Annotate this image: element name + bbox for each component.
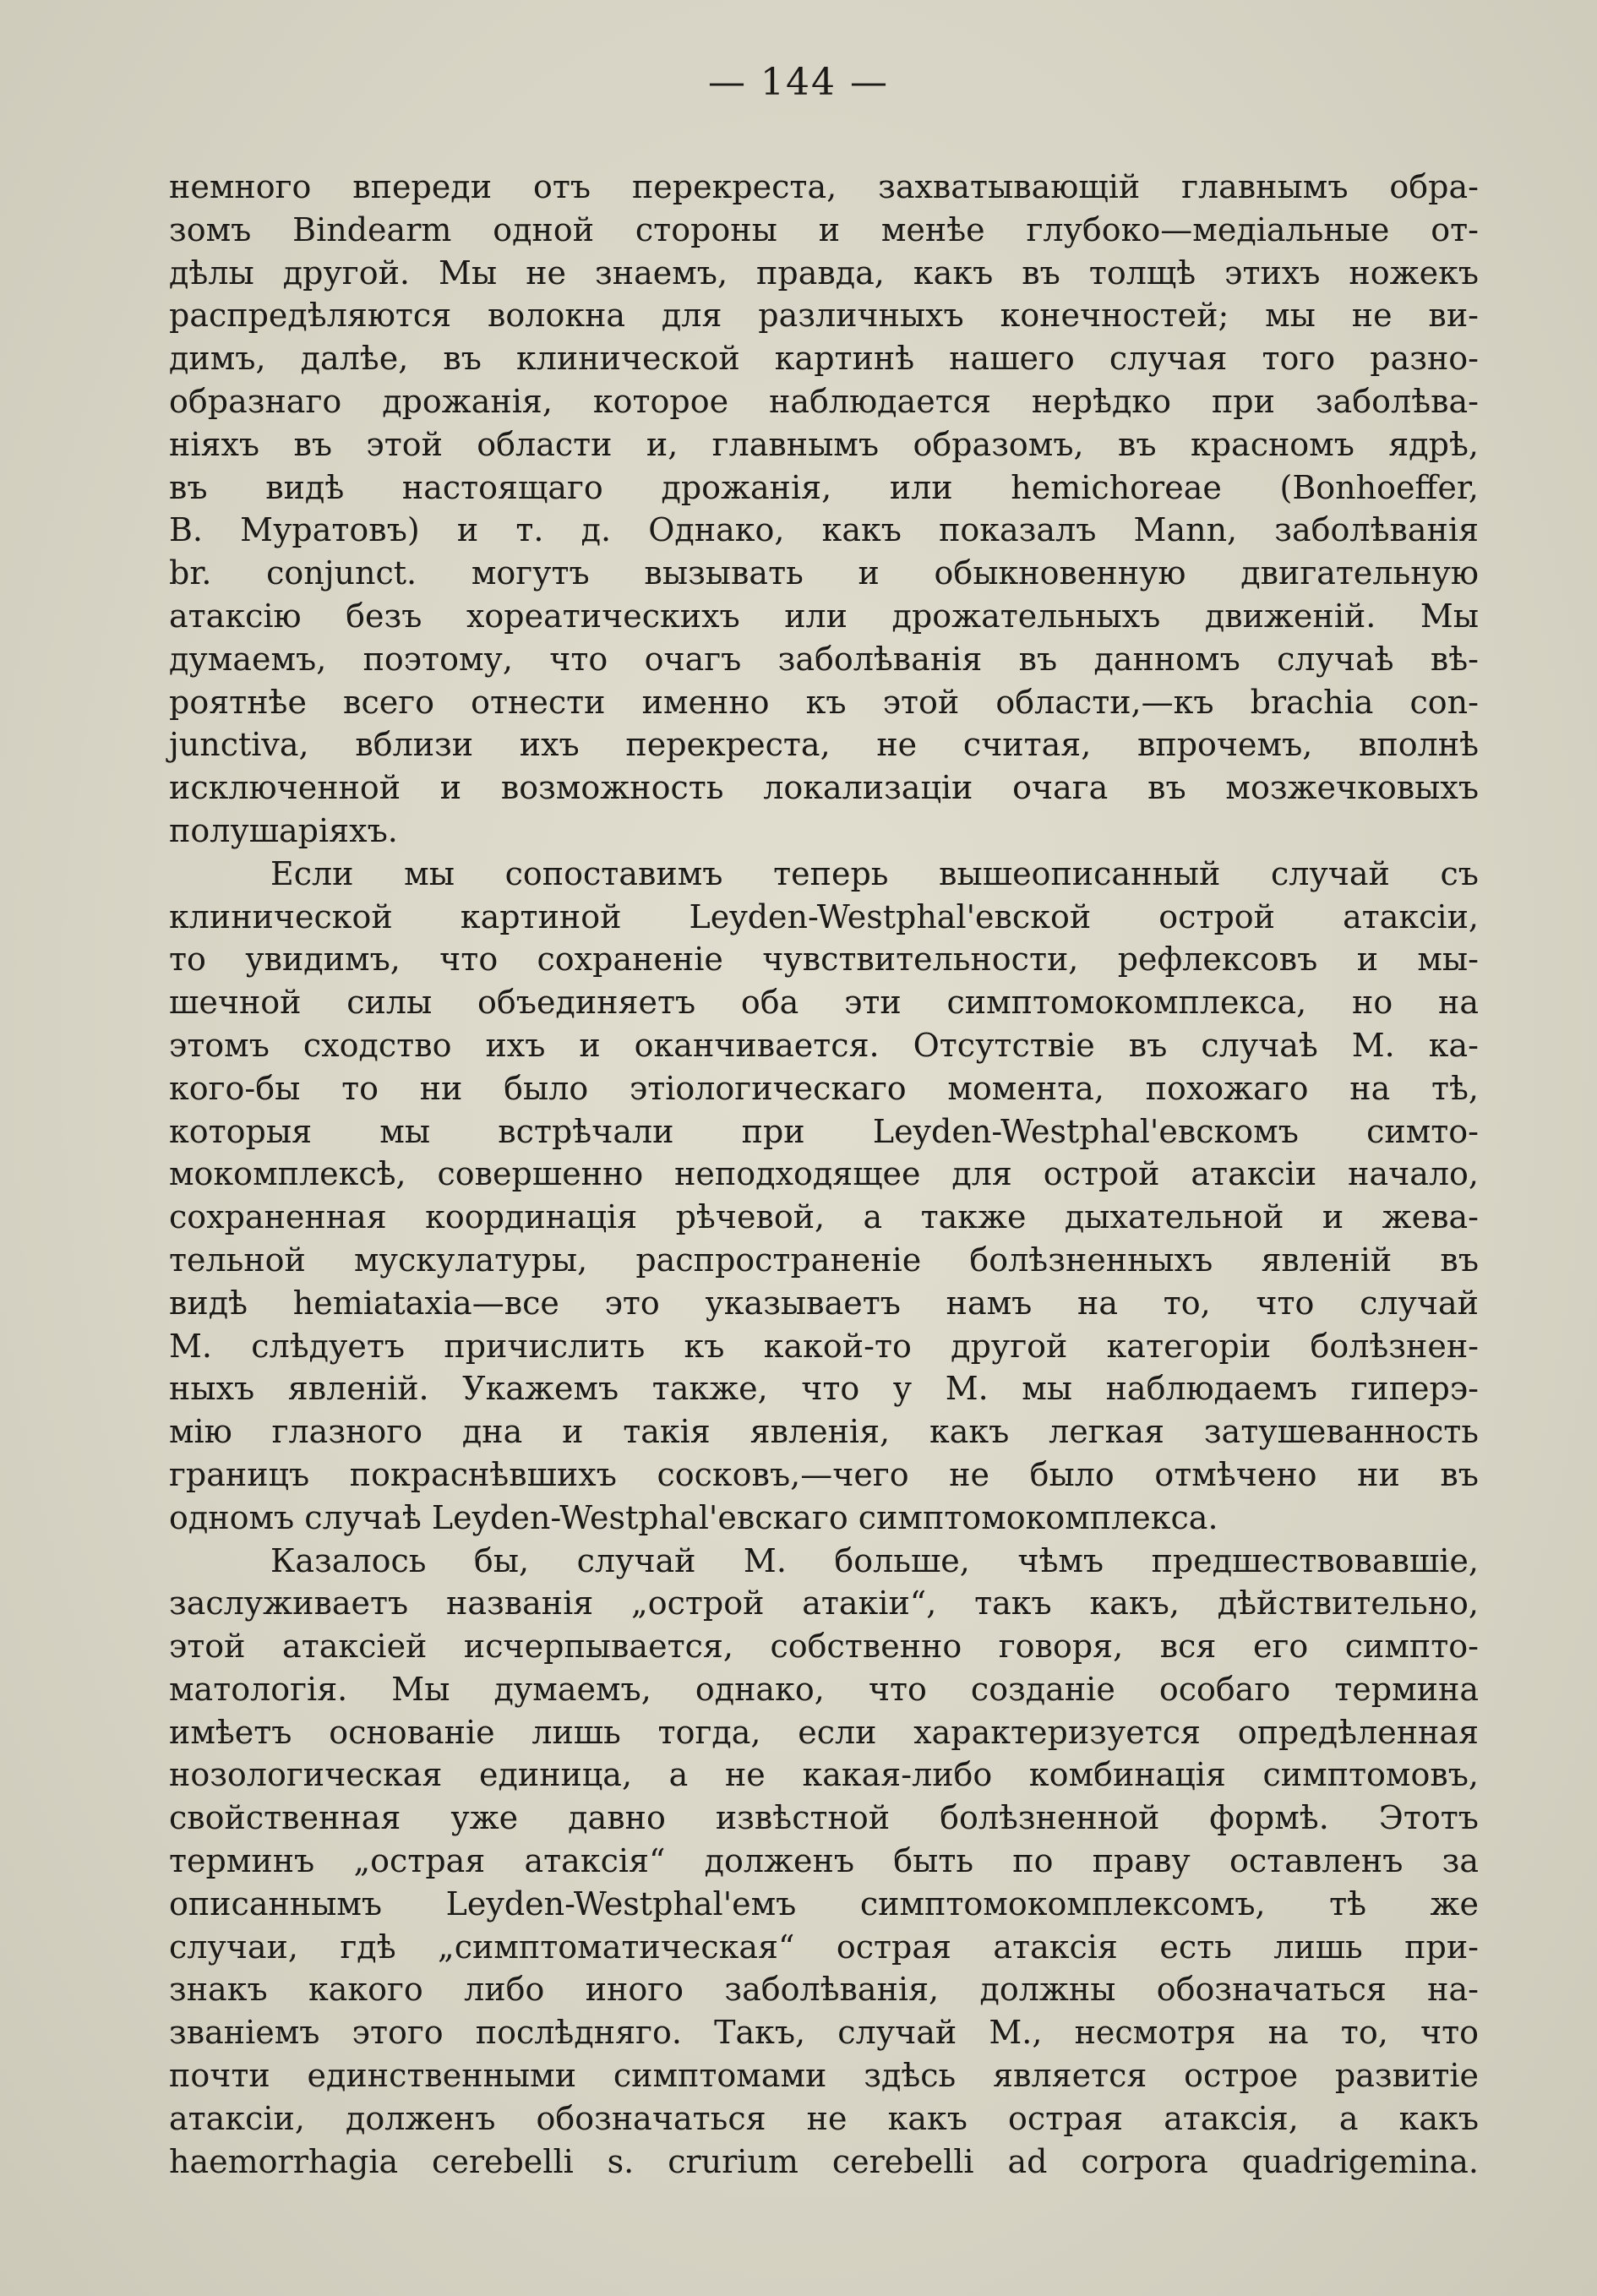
text-line: немного впереди отъ перекреста, захватывающій главнымъ обра-	[169, 168, 1479, 205]
text-line: матологія. Мы думаемъ, однако, что созданіе особаго термина	[169, 1670, 1479, 1708]
text-line: атаксію безъ хореатическихъ или дрожательныхъ движеній. Мы	[169, 597, 1479, 635]
text-line: мію глазного дна и такія явленія, какъ легкая затушеванность	[169, 1413, 1479, 1451]
text-line: распредѣляются волокна для различныхъ конечностей; мы не ви-	[169, 297, 1479, 335]
text-line: атаксіи, долженъ обозначаться не какъ острая атаксія, а какъ	[169, 2099, 1479, 2137]
text-line: терминъ „острая атаксія“ долженъ быть по праву оставленъ за	[169, 1842, 1479, 1880]
text-line: почти единственными симптомами здѣсь является острое развитіе	[169, 2057, 1479, 2095]
paragraph-start-line: Казалось бы, случай М. больше, чѣмъ предшествовавшіе,	[270, 1541, 1479, 1579]
text-line: то увидимъ, что сохраненіе чувствительности, рефлексовъ и мы-	[169, 941, 1479, 979]
text-line: junctiva, вблизи ихъ перекреста, не считая, впрочемъ, вполнѣ	[169, 726, 1479, 764]
text-line: свойственная уже давно извѣстной болѣзненной формѣ. Этотъ	[169, 1799, 1479, 1837]
text-line: описаннымъ Leyden-Westphal'емъ симптомокомплексомъ, тѣ же	[169, 1884, 1479, 1922]
paragraph-end-line: одномъ случаѣ Leyden-Westphal'евскаго симптомокомплекса.	[169, 1498, 1218, 1536]
paragraph-end-line: полушаріяхъ.	[169, 811, 398, 849]
text-line: имѣетъ основаніе лишь тогда, если характеризуется опредѣленная	[169, 1713, 1479, 1751]
text-line: сохраненная координація рѣчевой, а также дыхательной и жева-	[169, 1198, 1479, 1236]
text-line: зомъ Bindearm одной стороны и менѣе глубоко—медіальные от-	[169, 210, 1479, 248]
text-line: въ видѣ настоящаго дрожанія, или hemichoreae (Bonhoeffer,	[169, 468, 1479, 506]
text-line: мокомплексѣ, совершенно неподходящее для острой атаксіи начало,	[169, 1155, 1479, 1193]
text-line: ныхъ явленій. Укажемъ также, что у М. мы наблюдаемъ гиперэ-	[169, 1370, 1479, 1408]
text-line: заслуживаетъ названія „острой атакіи“, такъ какъ, дѣйствительно,	[169, 1584, 1479, 1622]
text-line: этомъ сходство ихъ и оканчивается. Отсутствіе въ случаѣ М. ка-	[169, 1026, 1479, 1064]
text-line: дѣлы другой. Мы не знаемъ, правда, какъ въ толщѣ этихъ ножекъ	[169, 254, 1479, 292]
text-line: клинической картиной Leyden-Westphal'евской острой атаксіи,	[169, 897, 1479, 935]
text-line: В. Муратовъ) и т. д. Однако, какъ показалъ Mann, заболѣванія	[169, 511, 1479, 549]
text-line: br. conjunct. могутъ вызывать и обыкновенную двигательную	[169, 554, 1479, 592]
text-line: образнаго дрожанія, которое наблюдается нерѣдко при заболѣва-	[169, 382, 1479, 420]
text-line: случаи, гдѣ „симптоматическая“ острая атаксія есть лишь при-	[169, 1928, 1479, 1966]
text-line: тельной мускулатуры, распространеніе болѣзненныхъ явленій въ	[169, 1241, 1479, 1279]
text-line: которыя мы встрѣчали при Leyden-Westphal'евскомъ симто-	[169, 1112, 1479, 1150]
text-line: кого-бы то ни было этіологическаго момента, похожаго на тѣ,	[169, 1069, 1479, 1107]
text-line: шечной силы объединяетъ оба эти симптомокомплекса, но на	[169, 984, 1479, 1022]
text-line: знакъ какого либо иного заболѣванія, должны обозначаться на-	[169, 1971, 1479, 2009]
text-line: нозологическая единица, а не какая-либо комбинація симптомовъ,	[169, 1756, 1479, 1794]
text-line: димъ, далѣе, въ клинической картинѣ нашего случая того разно-	[169, 340, 1479, 378]
text-line: исключенной и возможность локализаціи очага въ мозжечковыхъ	[169, 769, 1479, 807]
text-line: границъ покраснѣвшихъ сосковъ,—чего не было отмѣчено ни въ	[169, 1455, 1479, 1493]
text-line: М. слѣдуетъ причислить къ какой-то другой категоріи болѣзнен-	[169, 1327, 1479, 1365]
text-line: видѣ hemiataxia—все это указываетъ намъ на то, что случай	[169, 1284, 1479, 1322]
text-line: haemorrhagia cerebelli s. crurium cerebelli ad corpora quadrigemina.	[169, 2142, 1479, 2180]
text-line: ніяхъ въ этой области и, главнымъ образомъ, въ красномъ ядрѣ,	[169, 425, 1479, 463]
text-line: этой атаксіей исчерпывается, собственно говоря, вся его симпто-	[169, 1628, 1479, 1666]
body-text	[169, 166, 1479, 2183]
text-line: думаемъ, поэтому, что очагъ заболѣванія въ данномъ случаѣ вѣ-	[169, 640, 1479, 678]
text-line: званіемъ этого послѣдняго. Такъ, случай М., несмотря на то, что	[169, 2014, 1479, 2052]
paragraph-start-line: Если мы сопоставимъ теперь вышеописанный случай съ	[270, 854, 1479, 892]
text-line: роятнѣе всего отнести именно къ этой области,—къ brachia con-	[169, 683, 1479, 721]
page-number: — 144 —	[708, 61, 889, 104]
